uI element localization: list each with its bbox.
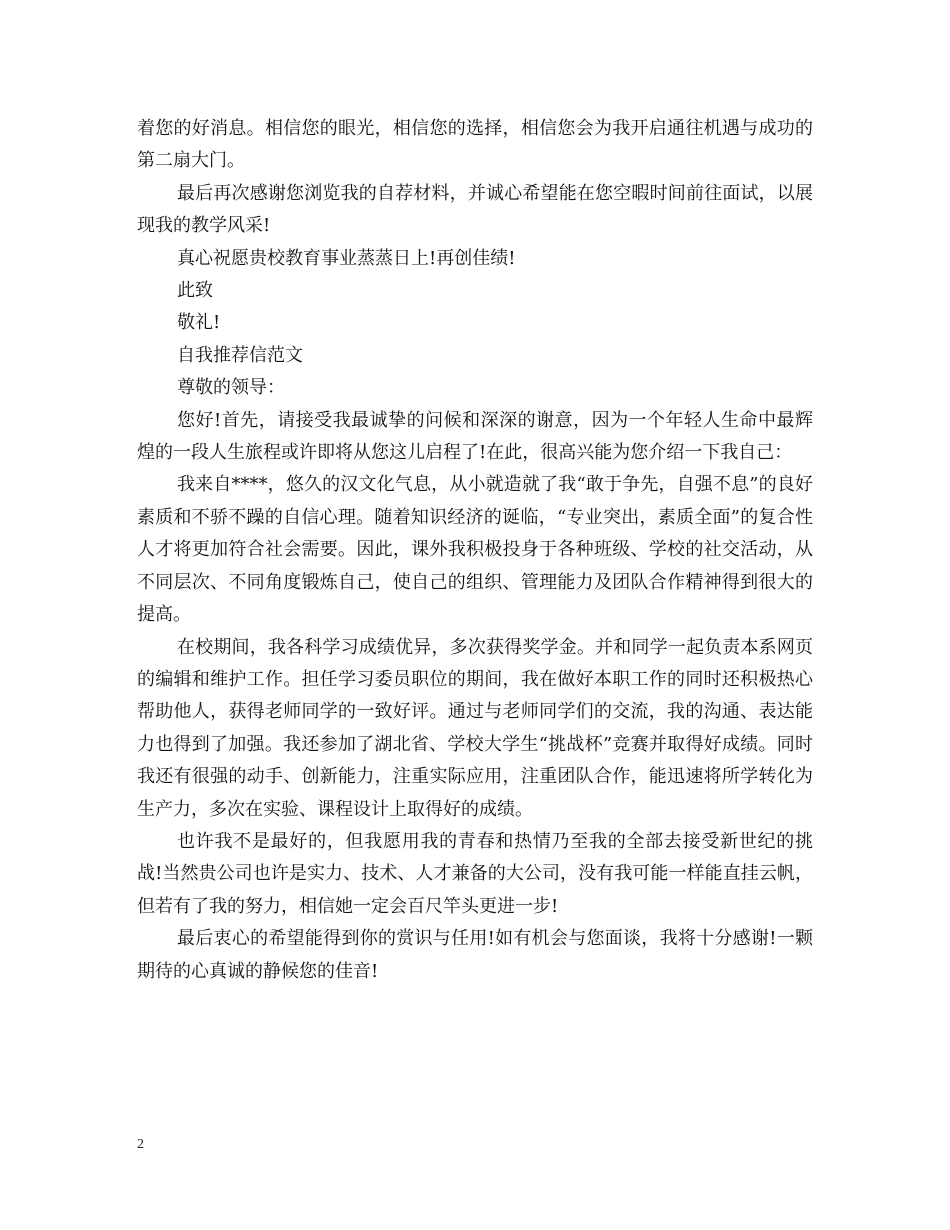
letter-body — [137, 113, 813, 988]
paragraph: 在校期间，我各科学习成绩优异，多次获得奖学金。并和同学一起负责本系网页的编辑和维护工作。担任学习委员职位的期间，我在做好本职工作的同时还积极热心帮助他人，获得老师同学的一致好评。通过与老师同学们的交流，我的沟通、表达能力也得到了加强。我还参加了湖北省、学校大学生“挑战杯”竞赛并取得好成绩。同时我还有很强的动手、创新能力，注重实际应用，注重团队合作，能迅速将所学转化为生产力，多次在实验、课程设计上取得好的成绩。 — [137, 636, 813, 820]
section-title: 自我推荐信范文 — [177, 344, 303, 366]
paragraph: 真心祝愿贵校教育事业蒸蒸日上!再创佳绩! — [177, 247, 516, 269]
closing-salutation: 此致 — [177, 280, 213, 302]
paragraph: 也许我不是最好的，但我愿用我的青春和热情乃至我的全部去接受新世纪的挑战!当然贵公司也许是实力、技术、人才兼备的大公司，没有我可能一样能直挂云帆，但若有了我的努力，相信她一定会百尺竿头更进一步! — [137, 830, 813, 917]
page-number: 2 — [137, 1137, 144, 1152]
paragraph: 最后再次感谢您浏览我的自荐材料，并诚心希望能在您空暇时间前往面试，以展现我的教学风采! — [137, 182, 813, 237]
greeting: 尊敬的领导： — [177, 377, 285, 399]
paragraph: 您好!首先，请接受我最诚挚的问候和深深的谢意，因为一个年轻人生命中最辉煌的一段人生旅程或许即将从您这儿启程了!在此，很高兴能为您介绍一下我自己： — [137, 409, 813, 464]
paragraph: 我来自****，悠久的汉文化气息，从小就造就了我“敢于争先，自强不息”的良好素质和不骄不躁的自信心理。随着知识经济的诞临，“专业突出，素质全面”的复合性人才将更加符合社会需要。因此，课外我积极投身于各种班级、学校的社交活动，从不同层次、不同角度锻炼自己，使自己的组织、管理能力及团队合作精神得到很大的提高。 — [137, 474, 813, 626]
paragraph: 着您的好消息。相信您的眼光，相信您的选择，相信您会为我开启通往机遇与成功的第二扇大门。 — [137, 118, 813, 172]
closing-regards: 敬礼! — [177, 312, 221, 334]
paragraph: 最后衷心的希望能得到你的赏识与任用!如有机会与您面谈，我将十分感谢!一颗期待的心真诚的静候您的佳音! — [137, 928, 813, 982]
